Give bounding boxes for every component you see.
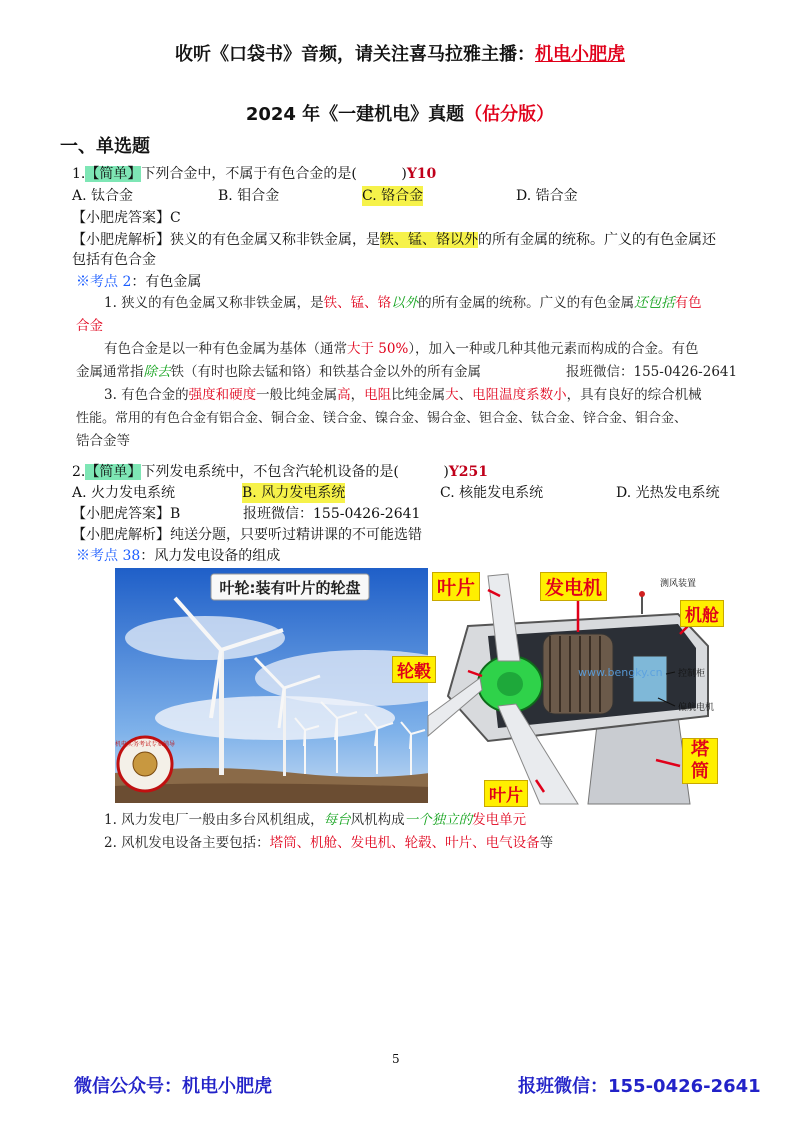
photo-caption: 叶轮:装有叶片的轮盘	[219, 579, 361, 597]
label-nacelle: 机舱	[680, 600, 724, 627]
note-green: 除去	[143, 364, 171, 380]
q2-option-b: B. 风力发电系统	[242, 485, 346, 501]
q1-note-line7: 锆合金等	[76, 433, 130, 449]
note-red: 铁、锰、铬	[323, 295, 392, 311]
q1-option-b: B. 钼合金	[218, 188, 280, 204]
note-red: 电阻温度系数小	[472, 387, 567, 403]
q2-option-d: D. 光热发电系统	[616, 485, 720, 501]
label-wind-device: 测风装置	[660, 579, 697, 589]
page-number: 5	[392, 1052, 400, 1066]
q2-keypoint-mark: ※考点 38	[76, 548, 141, 564]
q2-code: Y251	[448, 464, 489, 480]
note-text: 1. 风力发电厂一般由多台风机组成，	[104, 812, 324, 828]
q1-analysis-highlight: 铁、锰、铬以外	[380, 232, 478, 248]
note-red: 大	[445, 387, 459, 403]
wind-farm-illustration	[115, 568, 460, 803]
q1-analysis-text-b: 的所有金属的统称。广义的有色金属还	[478, 232, 716, 248]
section-heading: 一、单选题	[60, 136, 150, 157]
top-banner	[0, 40, 800, 66]
q1-note-line6: 性能。常用的有色合金有铝合金、铜合金、镁合金、镍合金、锡合金、钽合金、钛合金、锌合金、钼合金、	[76, 411, 688, 426]
q1-close: )	[401, 166, 407, 182]
q1-number: 1.	[72, 166, 86, 182]
q2-blank	[399, 464, 444, 480]
note-text: ，具有良好的综合机械	[566, 387, 702, 403]
label-hub: 轮毂	[392, 656, 436, 683]
q2-option-a: A. 火力发电系统	[72, 485, 176, 501]
label-control-cabinet: 控制柜	[678, 669, 706, 679]
note-text: 、	[458, 387, 473, 403]
label-generator: 发电机	[540, 572, 607, 601]
label-blade-bottom: 叶片	[484, 780, 528, 807]
note-text: 3. 有色合金的	[104, 387, 189, 403]
q2-answer: 【小肥虎答案】B	[72, 506, 181, 522]
label-yaw-motor: 偏航电机	[678, 703, 715, 713]
q1-keypoint	[76, 272, 201, 292]
q2-analysis	[72, 525, 422, 545]
note-green: 以外	[391, 295, 419, 311]
q2-difficulty-tag: 【简单】	[85, 464, 142, 480]
q1-analysis-label: 【小肥虎解析】	[72, 232, 170, 248]
note-text: 金属通常指	[76, 364, 144, 380]
q1-analysis-text-a: 狭义的有色金属又称非铁金属，是	[170, 232, 380, 248]
note-red: 强度和硬度	[188, 387, 257, 403]
q1-keypoint-title: ：有色金属	[131, 274, 202, 290]
note-red: 大于 50%	[347, 341, 409, 357]
note-red: 合金	[76, 318, 103, 334]
q2-keypoint-title: ：风力发电设备的组成	[140, 548, 281, 564]
nacelle-diagram	[397, 566, 730, 806]
q1-option-d: D. 锆合金	[516, 188, 578, 204]
note-red: 发电单元	[472, 812, 527, 828]
footer-enroll-contact: 报班微信：155-0426-2641	[518, 1076, 761, 1097]
note-green: 一个独立的	[404, 812, 473, 828]
note-text: 2. 风机发电设备主要包括：	[104, 835, 270, 851]
stamp-text: 机电实务考试专业辅导	[114, 741, 176, 748]
q1-note-line3	[104, 338, 699, 361]
note-text: 1. 狭义的有色金属又称非铁金属，是	[104, 295, 324, 311]
q2-analysis-label: 【小肥虎解析】	[72, 527, 170, 543]
q2-option-c: C. 核能发电系统	[440, 485, 544, 501]
q1-difficulty-tag: 【简单】	[85, 166, 142, 182]
q1-stem-line	[72, 164, 436, 184]
note-text: ），加入一种或几种其他元素而构成的合金。有色	[408, 341, 699, 357]
page-title	[0, 100, 800, 126]
note-text: 等	[539, 835, 554, 851]
q1-stem: 下列合金中，不属于有色合金的是(	[141, 166, 357, 182]
note-red: 电阻	[364, 387, 392, 403]
q1-answer: 【小肥虎答案】C	[72, 210, 181, 226]
q2-analysis-text: 纯送分题，只要听过精讲课的不可能选错	[170, 527, 422, 543]
q1-option-c: C. 铬合金	[362, 188, 424, 204]
q1-note-line2	[76, 315, 103, 338]
label-tower: 塔筒	[682, 738, 718, 784]
label-blade-top: 叶片	[432, 572, 480, 601]
note-text: ，	[350, 387, 365, 403]
note-red: 塔筒、机舱、发电机、轮毂、叶片、电气设备	[269, 835, 540, 851]
q1-option-a: A. 钛合金	[72, 188, 134, 204]
note-text: 风机构成	[350, 812, 405, 828]
note-text: 的所有金属的统称。广义的有色金属	[418, 295, 635, 311]
q1-note-line4	[76, 361, 481, 384]
title-main: 2024 年《一建机电》真题	[245, 104, 465, 125]
note-red: 高	[337, 387, 351, 403]
note-text: 有色合金是以一种有色金属为基体（通常	[104, 341, 347, 357]
note-text: 铁（有时也除去锰和铬）和铁基合金以外的所有金属	[170, 364, 481, 380]
banner-prefix: 收听《口袋书》音频，请关注喜马拉雅主播：	[175, 44, 535, 65]
q2-note-line1	[104, 809, 526, 832]
q2-close: )	[443, 464, 449, 480]
q1-note-line1	[104, 292, 702, 315]
title-paren: （估分版）	[464, 104, 555, 125]
q2-answer-contact: 报班微信：155-0426-2641	[243, 506, 421, 522]
footer-wechat-account: 微信公众号：机电小肥虎	[74, 1076, 272, 1097]
q1-blank	[357, 166, 402, 182]
banner-host-name: 机电小肥虎	[535, 44, 625, 65]
note-text: 比纯金属	[391, 387, 446, 403]
q2-stem: 下列发电系统中，不包含汽轮机设备的是(	[141, 464, 399, 480]
q2-number: 2.	[72, 464, 86, 480]
note-green: 还包括	[634, 295, 675, 311]
wind-farm-photo	[115, 568, 460, 803]
q1-note-line5	[104, 384, 702, 407]
note-red: 有色	[674, 295, 702, 311]
q2-stem-line	[72, 462, 488, 482]
diagram-watermark: www.bengky.cn	[578, 666, 663, 679]
q2-keypoint	[76, 546, 280, 566]
q1-note-contact: 报班微信：155-0426-2641	[566, 364, 738, 380]
q1-code: Y10	[406, 166, 437, 182]
q1-analysis-line1	[72, 230, 716, 250]
q1-keypoint-mark: ※考点 2	[76, 274, 132, 290]
q1-analysis-line2: 包括有色合金	[72, 252, 156, 268]
note-text: 一般比纯金属	[256, 387, 338, 403]
note-green: 每台	[323, 812, 351, 828]
q2-note-line2	[104, 832, 553, 855]
